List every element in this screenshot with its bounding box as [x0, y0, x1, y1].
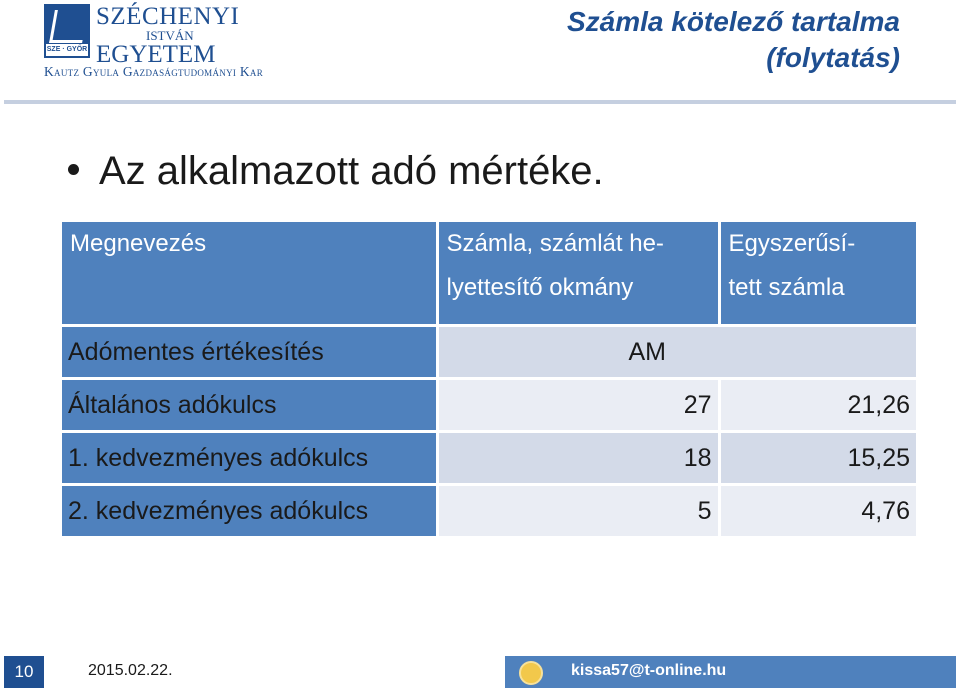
slide-title-line1: Számla kötelező tartalma: [566, 6, 900, 37]
row-name: 1. kedvezményes adókulcs: [62, 432, 437, 485]
page-number: 10: [4, 656, 44, 688]
slide-title-line2: (folytatás): [766, 42, 900, 73]
slide-title: [567, 4, 900, 76]
row-invoice-value: 18: [437, 432, 719, 485]
vat-rate-table: [62, 222, 916, 536]
header-simplified-line1: Egyszerűsí-: [728, 230, 856, 257]
header-invoice-line2: lyettesítő okmány: [446, 274, 634, 301]
logo-name-line2: ISTVÁN: [146, 28, 194, 43]
row-name: 2. kedvezményes adókulcs: [62, 485, 437, 537]
row-name: Adómentes értékesítés: [62, 326, 437, 379]
contact-bar: [505, 656, 956, 688]
table-row: [62, 379, 916, 432]
row-simplified-value: 4,76: [719, 485, 916, 537]
row-invoice-value: 27: [437, 379, 719, 432]
university-logo: [44, 4, 314, 80]
logo-name-line1: SZÉCHENYI: [96, 3, 240, 30]
header-simplified: [719, 222, 916, 326]
logo-subtitle: Kautz Gyula Gazdaságtudományi Kar: [44, 64, 264, 79]
contact-email: kissa57@t-online.hu: [571, 662, 727, 679]
table-row: [62, 432, 916, 485]
row-simplified-value: 21,26: [719, 379, 916, 432]
logo-emblem: [44, 4, 90, 58]
header-simplified-line2: tett számla: [728, 274, 845, 301]
slide-footer: [0, 644, 960, 691]
row-name: Általános adókulcs: [62, 379, 437, 432]
logo-name: [96, 4, 239, 67]
bullet-text: Az alkalmazott adó mértéke.: [99, 149, 604, 193]
header-divider: [4, 100, 956, 104]
bullet-dot-icon: [68, 164, 79, 175]
sun-icon: [519, 661, 543, 685]
row-simplified-value: 15,25: [719, 432, 916, 485]
bullet-point: [68, 146, 604, 196]
table-row: [62, 326, 916, 379]
table-header-row: [62, 222, 916, 326]
table-row: [62, 485, 916, 537]
header-invoice: [437, 222, 719, 326]
logo-name-line3: EGYETEM: [96, 41, 216, 68]
header-invoice-line1: Számla, számlát he-: [446, 230, 664, 257]
header-name: Megnevezés: [62, 222, 437, 326]
row-invoice-value: 5: [437, 485, 719, 537]
logo-emblem-tag: SZE · GYŐR: [46, 44, 88, 56]
slide-date: 2015.02.22.: [88, 662, 173, 679]
row-merged-value: AM: [437, 326, 916, 379]
